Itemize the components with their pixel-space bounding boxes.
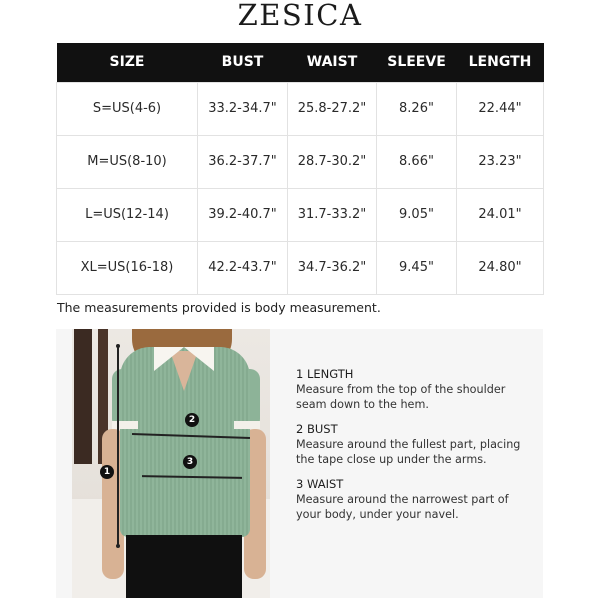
cell-sleeve: 8.66" [377, 135, 457, 188]
shirt-collar [154, 347, 214, 371]
size-chart-table [56, 43, 544, 295]
table-row [57, 82, 544, 135]
table-row [57, 241, 544, 294]
table-row [57, 188, 544, 241]
measurement-guide-panel [56, 329, 543, 598]
guide-description: Measure around the narrowest part of your body, under your navel. [296, 493, 509, 521]
model-pants [126, 535, 242, 598]
cell-length: 24.01" [457, 188, 544, 241]
guide-title: 2 BUST [296, 422, 338, 436]
guide-item-waist [296, 477, 526, 522]
background-window [74, 329, 92, 464]
cell-waist: 31.7-33.2" [288, 188, 377, 241]
table-header-row [57, 43, 544, 82]
cell-sleeve: 8.26" [377, 82, 457, 135]
cell-sleeve: 9.45" [377, 241, 457, 294]
guide-item-bust [296, 422, 526, 467]
cell-bust: 42.2-43.7" [198, 241, 288, 294]
header-bust: BUST [198, 43, 288, 82]
measurement-note: The measurements provided is body measurement. [57, 300, 381, 315]
cell-sleeve: 9.05" [377, 188, 457, 241]
length-bottom-dot [116, 544, 120, 548]
marker-2-bust-icon: 2 [185, 413, 199, 427]
header-length: LENGTH [457, 43, 544, 82]
cell-length: 22.44" [457, 82, 544, 135]
guide-title: 1 LENGTH [296, 367, 354, 381]
marker-1-length-icon: 1 [100, 465, 114, 479]
cell-length: 23.23" [457, 135, 544, 188]
cell-waist: 28.7-30.2" [288, 135, 377, 188]
cell-size: S=US(4-6) [57, 82, 198, 135]
cell-size: M=US(8-10) [57, 135, 198, 188]
marker-3-waist-icon: 3 [183, 455, 197, 469]
guide-item-length [296, 367, 526, 412]
cell-bust: 36.2-37.7" [198, 135, 288, 188]
length-top-dot [116, 344, 120, 348]
model-photo [72, 329, 270, 598]
brand-logo: ZESICA [237, 0, 363, 32]
measurement-instructions [296, 367, 526, 532]
cell-size: L=US(12-14) [57, 188, 198, 241]
cell-waist: 34.7-36.2" [288, 241, 377, 294]
header-size: SIZE [57, 43, 198, 82]
guide-description: Measure around the fullest part, placing the tape close up under the arms. [296, 438, 521, 466]
cell-size: XL=US(16-18) [57, 241, 198, 294]
table-row [57, 135, 544, 188]
cell-bust: 39.2-40.7" [198, 188, 288, 241]
guide-title: 3 WAIST [296, 477, 344, 491]
guide-description: Measure from the top of the shoulder seam down to the hem. [296, 383, 506, 411]
cell-length: 24.80" [457, 241, 544, 294]
length-measure-line [117, 346, 119, 546]
header-waist: WAIST [288, 43, 377, 82]
cell-waist: 25.8-27.2" [288, 82, 377, 135]
shirt-right-cuff [234, 421, 260, 429]
header-sleeve: SLEEVE [377, 43, 457, 82]
cell-bust: 33.2-34.7" [198, 82, 288, 135]
shirt-left-cuff [112, 421, 138, 429]
